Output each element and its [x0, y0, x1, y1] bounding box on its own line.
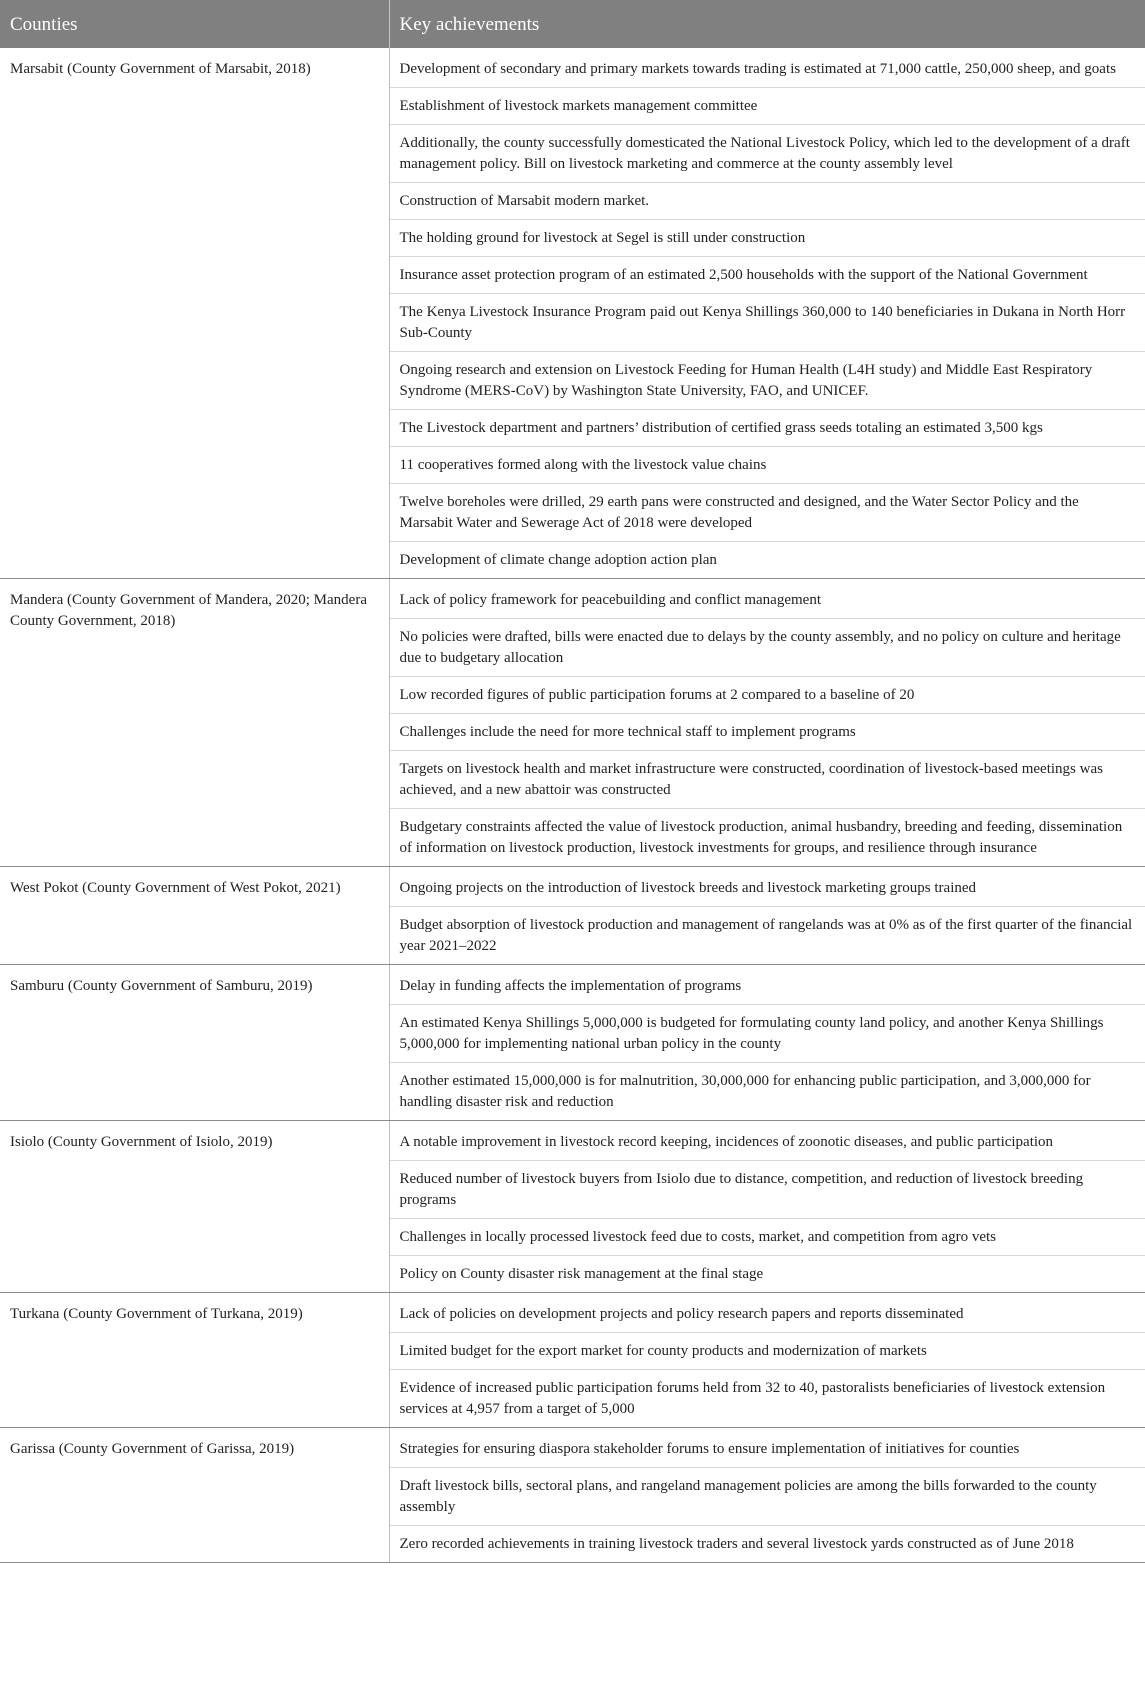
achievement-item: Additionally, the county successfully domesticated the National Livestock Policy, which led to the development of a draft management policy. Bill on livestock marketing and commerce at the county assembly level [390, 124, 1145, 182]
achievement-item: Delay in funding affects the implementation of programs [399, 978, 742, 994]
table-header [0, 0, 1145, 48]
achievements-cell [389, 1293, 1145, 1428]
achievements-cell [389, 965, 1145, 1121]
table-row [0, 1293, 1145, 1428]
achievement-item: An estimated Kenya Shillings 5,000,000 is budgeted for formulating county land policy, and another Kenya Shillings 5,000,000 for implementing national urban policy in the county [390, 1004, 1145, 1062]
achievement-item: Targets on livestock health and market infrastructure were constructed, coordination of livestock-based meetings was achieved, and a new abattoir was constructed [390, 750, 1145, 808]
achievement-item: Draft livestock bills, sectoral plans, and rangeland management policies are among the bills forwarded to the county assembly [390, 1467, 1145, 1525]
achievement-item: Evidence of increased public participation forums held from 32 to 40, pastoralists beneficiaries of livestock extension services at 4,957 from a target of 5,000 [390, 1369, 1145, 1427]
achievement-item: Low recorded figures of public participation forums at 2 compared to a baseline of 20 [390, 676, 1145, 713]
table-row [0, 48, 1145, 579]
achievement-item: 11 cooperatives formed along with the livestock value chains [390, 446, 1145, 483]
achievement-item: Challenges include the need for more technical staff to implement programs [390, 713, 1145, 750]
achievement-item: Establishment of livestock markets management committee [390, 87, 1145, 124]
county-cell: Marsabit (County Government of Marsabit, 2018) [0, 48, 389, 579]
achievements-cell [389, 1428, 1145, 1563]
achievement-item: Lack of policies on development projects and policy research papers and reports disseminated [399, 1306, 964, 1322]
achievement-item: Reduced number of livestock buyers from Isiolo due to distance, competition, and reduction of livestock breeding programs [390, 1160, 1145, 1218]
county-cell: Garissa (County Government of Garissa, 2019) [0, 1428, 389, 1563]
table-body [0, 48, 1145, 1563]
county-cell: Mandera (County Government of Mandera, 2020; Mandera County Government, 2018) [0, 579, 389, 867]
achievement-item: Ongoing projects on the introduction of livestock breeds and livestock marketing groups trained [399, 880, 977, 896]
achievements-cell [389, 48, 1145, 579]
achievement-item: Another estimated 15,000,000 is for malnutrition, 30,000,000 for enhancing public participation, and 3,000,000 for handling disaster risk and reduction [390, 1062, 1145, 1120]
achievement-item: Ongoing research and extension on Livestock Feeding for Human Health (L4H study) and Middle East Respiratory Syndrome (MERS-CoV) by Washington State University, FAO, and UNICEF. [390, 351, 1145, 409]
achievement-item: Lack of policy framework for peacebuilding and conflict management [399, 592, 821, 608]
county-cell: West Pokot (County Government of West Pokot, 2021) [0, 867, 389, 965]
achievement-item: The Livestock department and partners’ distribution of certified grass seeds totaling an estimated 3,500 kgs [390, 409, 1145, 446]
county-cell: Isiolo (County Government of Isiolo, 2019) [0, 1121, 389, 1293]
column-header-key-achievements: Key achievements [389, 0, 1145, 48]
table-row [0, 1428, 1145, 1563]
achievement-item: Policy on County disaster risk management at the final stage [390, 1255, 1145, 1292]
achievement-item: Development of climate change adoption action plan [390, 541, 1145, 578]
achievements-cell [389, 1121, 1145, 1293]
achievement-item: Insurance asset protection program of an estimated 2,500 households with the support of the National Government [390, 256, 1145, 293]
achievement-item: Development of secondary and primary markets towards trading is estimated at 71,000 cattle, 250,000 sheep, and goats [399, 61, 1116, 77]
achievement-item: No policies were drafted, bills were enacted due to delays by the county assembly, and no policy on culture and heritage due to budgetary allocation [390, 618, 1145, 676]
header-row [0, 0, 1145, 48]
county-cell: Turkana (County Government of Turkana, 2019) [0, 1293, 389, 1428]
county-cell: Samburu (County Government of Samburu, 2019) [0, 965, 389, 1121]
column-header-counties: Counties [0, 0, 389, 48]
achievement-item: Twelve boreholes were drilled, 29 earth pans were constructed and designed, and the Water Sector Policy and the Marsabit Water and Sewerage Act of 2018 were developed [390, 483, 1145, 541]
achievement-item: The holding ground for livestock at Segel is still under construction [390, 219, 1145, 256]
achievement-item: Limited budget for the export market for county products and modernization of markets [390, 1332, 1145, 1369]
table-row [0, 867, 1145, 965]
table-row [0, 965, 1145, 1121]
achievement-item: Construction of Marsabit modern market. [390, 182, 1145, 219]
achievement-item: Strategies for ensuring diaspora stakeholder forums to ensure implementation of initiatives for counties [399, 1441, 1020, 1457]
achievement-item: Challenges in locally processed livestock feed due to costs, market, and competition from agro vets [390, 1218, 1145, 1255]
achievement-item: A notable improvement in livestock record keeping, incidences of zoonotic diseases, and public participation [399, 1134, 1054, 1150]
achievements-cell [389, 579, 1145, 867]
achievements-cell [389, 867, 1145, 965]
achievement-item: Budgetary constraints affected the value of livestock production, animal husbandry, breeding and feeding, dissemination of information on livestock production, livestock investments for groups, and resilience through insurance [390, 808, 1145, 866]
table-row [0, 1121, 1145, 1293]
table-row [0, 579, 1145, 867]
achievement-item: Zero recorded achievements in training livestock traders and several livestock yards constructed as of June 2018 [390, 1525, 1145, 1562]
achievement-item: The Kenya Livestock Insurance Program paid out Kenya Shillings 360,000 to 140 beneficiaries in Dukana in North Horr Sub-County [390, 293, 1145, 351]
achievement-item: Budget absorption of livestock production and management of rangelands was at 0% as of the first quarter of the financial year 2021–2022 [390, 906, 1145, 964]
